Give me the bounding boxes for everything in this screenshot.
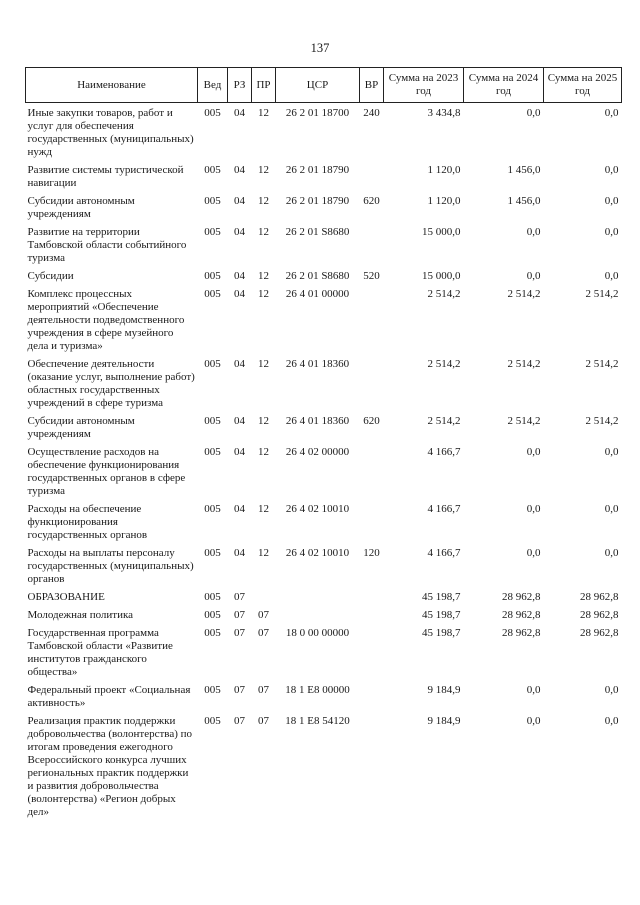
table-row [26,164,622,195]
cell-rz: 07 [234,591,245,603]
col-header-vr: ВР [360,68,384,103]
cell-sum2024: 28 962,8 [502,591,541,603]
cell-pr: 07 [258,715,269,727]
cell-pr: 12 [258,288,269,300]
cell-sum2025: 28 962,8 [580,609,619,621]
cell-pr: 12 [258,446,269,458]
cell-name: ОБРАЗОВАНИЕ [27,591,105,603]
cell-vr: 520 [363,270,380,282]
table-row [26,415,622,446]
cell-sum2023: 45 198,7 [422,609,461,621]
cell-csr: 26 2 01 S8680 [285,270,350,282]
cell-name: Субсидии [27,270,74,282]
cell-sum2024: 0,0 [526,107,541,119]
cell-sum2024: 28 962,8 [502,627,541,639]
cell-sum2025: 2 514,2 [585,415,619,427]
cell-vr [360,288,384,358]
col-header-csr: ЦСР [276,68,360,103]
cell-ved: 005 [204,446,221,458]
cell-pr: 07 [258,609,269,621]
cell-sum2023: 2 514,2 [427,288,461,300]
cell-sum2025: 0,0 [604,226,619,238]
cell-name: Осуществление расходов на обеспечение функционирования государственных органов в сфере туризма [27,446,186,497]
cell-sum2023: 4 166,7 [427,446,461,458]
cell-sum2025: 0,0 [604,195,619,207]
cell-ved: 005 [204,415,221,427]
cell-ved: 005 [204,107,221,119]
cell-pr: 12 [258,270,269,282]
cell-name: Федеральный проект «Социальная активность» [27,684,191,709]
cell-vr [360,446,384,503]
cell-csr: 18 0 00 00000 [285,627,350,639]
table-row [26,288,622,358]
table-row [26,503,622,547]
cell-sum2024: 0,0 [526,503,541,515]
cell-rz: 04 [234,358,245,370]
cell-sum2025: 0,0 [604,270,619,282]
cell-sum2024: 0,0 [526,684,541,696]
cell-sum2025: 28 962,8 [580,591,619,603]
cell-rz: 07 [234,684,245,696]
cell-pr: 12 [258,358,269,370]
col-header-pr: ПР [252,68,276,103]
cell-vr [360,715,384,824]
cell-csr: 26 4 02 10010 [285,503,350,515]
cell-name: Развитие на территории Тамбовской области событийного туризма [27,226,187,264]
col-header-ved: Вед [198,68,228,103]
cell-rz: 04 [234,288,245,300]
cell-sum2024: 0,0 [526,226,541,238]
cell-vr [360,358,384,415]
cell-vr [360,226,384,270]
cell-sum2024: 28 962,8 [502,609,541,621]
cell-ved: 005 [204,195,221,207]
table-row [26,591,622,609]
budget-table [25,67,622,824]
cell-rz: 04 [234,270,245,282]
cell-sum2023: 4 166,7 [427,503,461,515]
table-row [26,270,622,288]
cell-ved: 005 [204,270,221,282]
cell-rz: 04 [234,547,245,559]
cell-sum2024: 0,0 [526,446,541,458]
cell-ved: 005 [204,226,221,238]
cell-ved: 005 [204,358,221,370]
cell-csr: 26 4 01 18360 [285,415,350,427]
cell-sum2023: 3 434,8 [427,107,461,119]
cell-sum2023: 4 166,7 [427,547,461,559]
cell-rz: 04 [234,164,245,176]
cell-csr: 26 2 01 18790 [285,195,350,207]
cell-pr: 12 [258,107,269,119]
cell-rz: 04 [234,195,245,207]
cell-sum2025: 0,0 [604,503,619,515]
cell-ved: 005 [204,288,221,300]
cell-csr [276,609,360,627]
cell-sum2024: 2 514,2 [507,358,541,370]
cell-pr: 12 [258,195,269,207]
cell-ved: 005 [204,715,221,727]
cell-sum2024: 1 456,0 [507,164,541,176]
cell-vr [360,503,384,547]
cell-vr [360,164,384,195]
cell-csr: 26 2 01 S8680 [285,226,350,238]
cell-sum2023: 9 184,9 [427,684,461,696]
col-header-sum2024: Сумма на 2024 год [464,68,544,103]
cell-vr: 240 [363,107,380,119]
table-row [26,195,622,226]
cell-sum2025: 0,0 [604,684,619,696]
cell-vr: 620 [363,195,380,207]
table-header [26,68,622,103]
cell-csr: 26 2 01 18700 [285,107,350,119]
cell-pr: 12 [258,415,269,427]
cell-sum2025: 0,0 [604,446,619,458]
cell-sum2024: 0,0 [526,270,541,282]
cell-sum2023: 15 000,0 [422,270,461,282]
col-header-sum2025: Сумма на 2025 год [544,68,622,103]
table-row [26,609,622,627]
cell-name: Обеспечение деятельности (оказание услуг, выполнение работ) областных государственных учреждений в сфере туризма [27,358,195,409]
cell-ved: 005 [204,164,221,176]
cell-vr: 620 [363,415,380,427]
table-row [26,226,622,270]
cell-name: Субсидии автономным учреждениям [27,415,135,440]
cell-ved: 005 [204,547,221,559]
cell-rz: 07 [234,715,245,727]
cell-name: Молодежная политика [27,609,134,621]
cell-sum2023: 2 514,2 [427,415,461,427]
cell-sum2025: 0,0 [604,164,619,176]
cell-vr [360,591,384,609]
table-row [26,547,622,591]
cell-ved: 005 [204,627,221,639]
table-row [26,627,622,684]
cell-sum2023: 2 514,2 [427,358,461,370]
cell-name: Государственная программа Тамбовской области «Развитие институтов гражданского общества» [27,627,173,678]
cell-sum2024: 2 514,2 [507,415,541,427]
table-row [26,446,622,503]
table-row [26,715,622,824]
cell-vr [360,627,384,684]
cell-name: Субсидии автономным учреждениям [27,195,135,220]
cell-pr: 12 [258,503,269,515]
cell-sum2025: 28 962,8 [580,627,619,639]
col-header-name: Наименование [26,68,198,103]
cell-pr: 12 [258,226,269,238]
cell-sum2024: 0,0 [526,547,541,559]
cell-csr: 26 2 01 18790 [285,164,350,176]
cell-csr: 26 4 02 10010 [285,547,350,559]
col-header-sum2023: Сумма на 2023 год [384,68,464,103]
cell-vr [360,609,384,627]
cell-name: Комплекс процессных мероприятий «Обеспечение деятельности подведомственного учреждения в сфере музейного дела и туризма» [27,288,185,352]
cell-pr: 07 [258,684,269,696]
cell-rz: 04 [234,226,245,238]
cell-sum2024: 2 514,2 [507,288,541,300]
cell-csr: 26 4 01 00000 [285,288,350,300]
cell-ved: 005 [204,609,221,621]
cell-rz: 04 [234,503,245,515]
cell-rz: 07 [234,627,245,639]
cell-name: Иные закупки товаров, работ и услуг для обеспечения государственных (муниципальных) нужд [27,107,194,158]
col-header-rz: РЗ [228,68,252,103]
cell-pr: 12 [258,164,269,176]
cell-csr: 18 1 E8 54120 [285,715,350,727]
cell-name: Реализация практик поддержки добровольчества (волонтерства) по итогам проведения ежегодного Всероссийского конкурса лучших региональных практик поддержки и развития добровольчества (волонтерства) «Регион добрых дел» [27,715,193,818]
cell-rz: 04 [234,107,245,119]
table-row [26,358,622,415]
cell-name: Расходы на выплаты персоналу государственных (муниципальных) органов [27,547,194,585]
cell-sum2024: 1 456,0 [507,195,541,207]
cell-rz: 04 [234,415,245,427]
cell-ved: 005 [204,503,221,515]
cell-rz: 07 [234,609,245,621]
cell-csr: 18 1 E8 00000 [285,684,350,696]
page-number: 137 [310,41,330,55]
cell-sum2024: 0,0 [526,715,541,727]
cell-csr: 26 4 02 00000 [285,446,350,458]
cell-vr [360,684,384,715]
cell-pr: 12 [258,547,269,559]
cell-sum2025: 0,0 [604,107,619,119]
cell-sum2023: 45 198,7 [422,627,461,639]
cell-sum2023: 9 184,9 [427,715,461,727]
cell-rz: 04 [234,446,245,458]
table-row [26,107,622,164]
cell-sum2025: 0,0 [604,715,619,727]
cell-pr: 07 [258,627,269,639]
cell-ved: 005 [204,591,221,603]
cell-name: Расходы на обеспечение функционирования государственных органов [27,503,148,541]
cell-sum2023: 45 198,7 [422,591,461,603]
cell-csr: 26 4 01 18360 [285,358,350,370]
cell-vr: 120 [363,547,380,559]
cell-sum2023: 1 120,0 [427,164,461,176]
cell-sum2025: 2 514,2 [585,288,619,300]
cell-ved: 005 [204,684,221,696]
cell-sum2023: 15 000,0 [422,226,461,238]
cell-name: Развитие системы туристической навигации [27,164,184,189]
cell-sum2025: 0,0 [604,547,619,559]
cell-pr [252,591,276,609]
cell-csr [276,591,360,609]
table-row [26,684,622,715]
cell-sum2025: 2 514,2 [585,358,619,370]
cell-sum2023: 1 120,0 [427,195,461,207]
